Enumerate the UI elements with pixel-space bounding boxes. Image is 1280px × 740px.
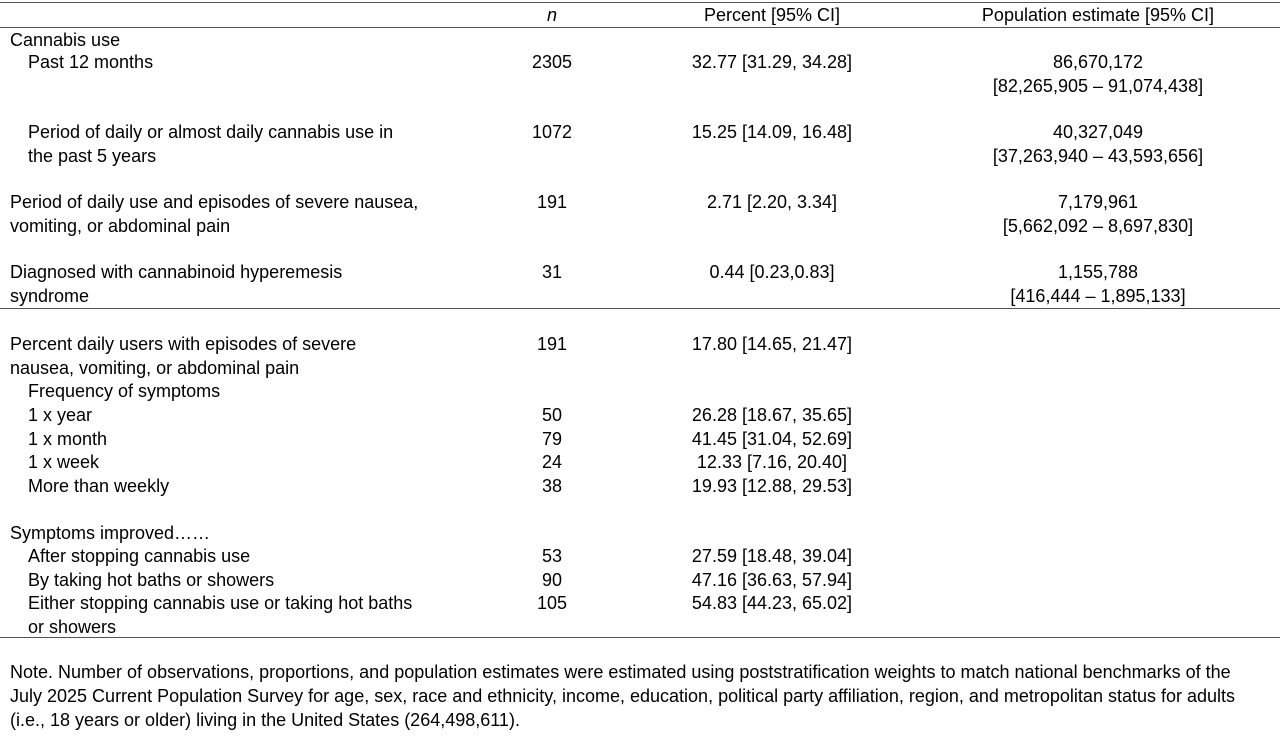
row-label: Percent daily users with episodes of severe <box>10 334 357 354</box>
header-percent: Percent [95% CI] <box>703 5 841 25</box>
row-n: 38 <box>541 476 563 496</box>
row-percent: 2.71 [2.20, 3.34] <box>706 192 838 212</box>
row-label: Diagnosed with cannabinoid hyperemesis <box>10 262 343 282</box>
row-n: 90 <box>541 570 563 590</box>
row-population-estimate: 7,179,961 <box>1057 192 1139 212</box>
header-n: n <box>546 5 557 25</box>
row-label: Cannabis use <box>10 30 121 50</box>
row-label: 1 x year <box>28 405 93 425</box>
row-percent: 17.80 [14.65, 21.47] <box>691 334 853 354</box>
row-label: Either stopping cannabis use or taking hot baths <box>28 593 413 613</box>
row-percent: 47.16 [36.63, 57.94] <box>691 570 853 590</box>
row-label: More than weekly <box>28 476 170 496</box>
row-percent: 32.77 [31.29, 34.28] <box>691 52 853 72</box>
table-bottom-rule <box>0 637 1280 638</box>
row-n: 31 <box>541 262 563 282</box>
row-label: Period of daily or almost daily cannabis use in <box>28 122 394 142</box>
row-population-estimate: 1,155,788 <box>1057 262 1139 282</box>
row-label: syndrome <box>10 286 90 306</box>
row-n: 105 <box>536 593 568 613</box>
row-population-estimate: [82,265,905 – 91,074,438] <box>992 76 1204 96</box>
row-percent: 54.83 [44.23, 65.02] <box>691 593 853 613</box>
row-label: Symptoms improved…… <box>10 523 211 543</box>
row-percent: 27.59 [18.48, 39.04] <box>691 546 853 566</box>
row-label: 1 x month <box>28 429 108 449</box>
row-population-estimate: [5,662,092 – 8,697,830] <box>1002 216 1194 236</box>
row-label: Period of daily use and episodes of severe nausea, <box>10 192 419 212</box>
header-population-estimate: Population estimate [95% CI] <box>981 5 1215 25</box>
row-label: 1 x week <box>28 452 100 472</box>
row-percent: 19.93 [12.88, 29.53] <box>691 476 853 496</box>
row-percent: 0.44 [0.23,0.83] <box>709 262 835 282</box>
row-label: After stopping cannabis use <box>28 546 251 566</box>
row-label: Past 12 months <box>28 52 154 72</box>
row-n: 2305 <box>531 52 573 72</box>
row-n: 1072 <box>531 122 573 142</box>
row-label: vomiting, or abdominal pain <box>10 216 231 236</box>
row-label: the past 5 years <box>28 146 157 166</box>
header-bottom-rule <box>0 27 1280 28</box>
row-population-estimate: [37,263,940 – 43,593,656] <box>992 146 1204 166</box>
row-population-estimate: 86,670,172 <box>1052 52 1144 72</box>
row-label: or showers <box>28 617 117 637</box>
row-n: 79 <box>541 429 563 449</box>
row-n: 50 <box>541 405 563 425</box>
row-label: Frequency of symptoms <box>28 381 221 401</box>
row-label: By taking hot baths or showers <box>28 570 275 590</box>
row-population-estimate: [416,444 – 1,895,133] <box>1010 286 1186 306</box>
row-percent: 12.33 [7.16, 20.40] <box>696 452 848 472</box>
row-n: 53 <box>541 546 563 566</box>
table-note: Note. Number of observations, proportions, and population estimates were estimated using poststratification weights to match national benchmarks of the July 2025 Current Population Survey for age, sex, race and ethnicity, income, education, political party affiliation, region, and metropolitan status for adults (i.e., 18 years or older) living in the United States (264,498,611). <box>10 662 1236 730</box>
row-population-estimate: 40,327,049 <box>1052 122 1144 142</box>
row-percent: 26.28 [18.67, 35.65] <box>691 405 853 425</box>
row-n: 191 <box>536 192 568 212</box>
row-percent: 41.45 [31.04, 52.69] <box>691 429 853 449</box>
row-n: 191 <box>536 334 568 354</box>
row-n: 24 <box>541 452 563 472</box>
section-divider-rule <box>0 308 1280 309</box>
row-label: nausea, vomiting, or abdominal pain <box>10 358 300 378</box>
row-percent: 15.25 [14.09, 16.48] <box>691 122 853 142</box>
